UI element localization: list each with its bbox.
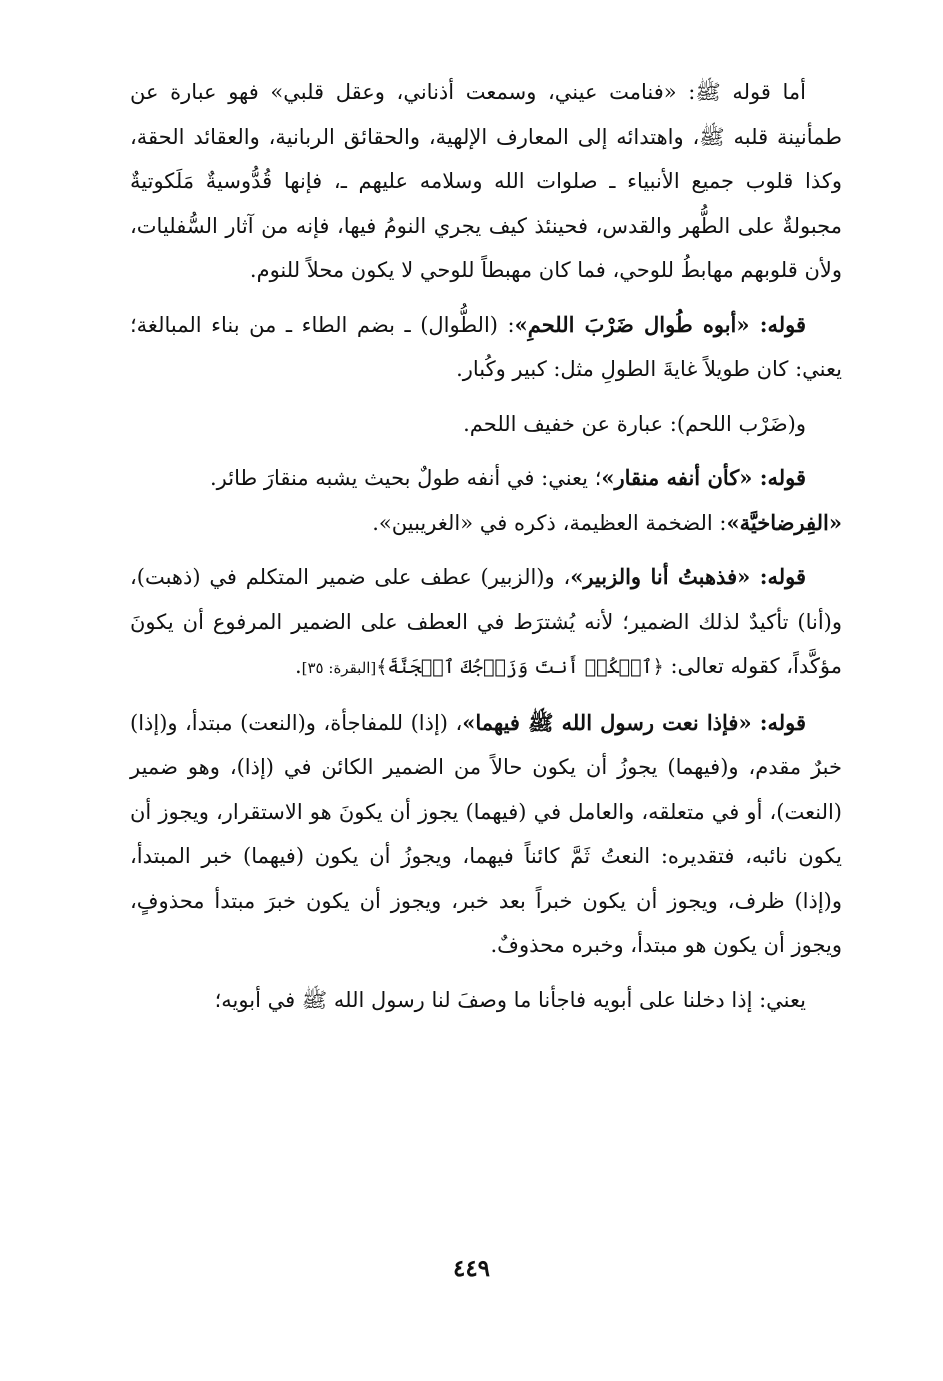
paragraph-5-text: : الضخمة العظيمة، ذكره في «الغريبين».: [372, 510, 727, 535]
paragraph-2-text: : (الطُّوال) ـ بضم الطاء ـ من بناء المبالغة؛ يعني: كان طويلاً غايةَ الطولِ مثل: كبير وكُبار.: [130, 312, 842, 381]
paragraph-7-quote: «فإذا نعت رسول الله ﷺ فيهما»: [462, 709, 752, 735]
paragraph-2-quote: «أبوه طُوال ضَرْبَ اللحمِ»: [514, 311, 750, 337]
paragraph-4-quote: «كأن أنفه منقار»: [601, 465, 753, 490]
paragraph-4-lead: قوله:: [752, 465, 806, 490]
verse-reference: [البقرة: ٣٥]: [301, 659, 377, 677]
paragraph-6-end: .: [294, 654, 302, 678]
paragraph-2: [130, 303, 842, 392]
paragraph-4: [130, 456, 842, 501]
quran-verse: ﴿ٱسۡكُنۡ أَنتَ وَزَوۡجُكَ ٱلۡجَنَّةَ﴾: [376, 656, 664, 678]
paragraph-6-text: ، و(الزبير) عطف على ضمير المتكلم في (ذهبت)، و(أنا) تأكيدٌ لذلك الضمير؛ لأنه يُشترَط في العطف على الضمير المرفوع أن يكونَ مؤكَّداً، كقوله تعالى:: [130, 565, 842, 678]
paragraph-3: [130, 402, 842, 447]
paragraph-2-lead: قوله:: [749, 311, 806, 337]
paragraph-1-text: أما قوله ﷺ: «فنامت عيني، وسمعت أذناني، وعقل قلبي» فهو عبارة عن طمأنينة قلبه ﷺ، واهتدائه إلى المعارف الإلهية، والحقائق الربانية، والعقائد الحقة، وكذا قلوب جميع الأنبياء ـ صلوات الله وسلامه عليهم ـ، فإنها قُدُّوسيةٌ مَلَكوتيةٌ مجبولةٌ على الطُّهر والقدس، فحينئذ كيف يجري النومُ فيها، فإنه من آثار السُّفليات، ولأن قلوبهم مهابطُ للوحي، فما كان مهبطاً للوحي لا يكون محلاً للنوم.: [130, 80, 842, 282]
paragraph-5: [130, 501, 842, 546]
paragraph-7: [130, 701, 842, 968]
paragraph-5-quote: «الفِرضاخيَّة»: [726, 509, 842, 535]
paragraph-7-text: ، (إذا) للمفاجأة، و(النعت) مبتدأ، و(إذا) خبرٌ مقدم، و(فيهما) يجوزُ أن يكون حالاً من الضمير الكائن في (إذا)، وهو ضمير (النعت)، أو في متعلقه، والعامل في (فيهما) يجوز أن يكونَ هو الاستقرار، ويجوز أن يكون نائبه، فتقديره: النعتُ ثَمَّ كائناً فيهما، ويجوزُ أن يكون (فيهما) خبر المبتدأ، و(إذا) ظرف، ويجوز أن يكون خبراً بعد خبر، ويجوز أن يكون خبرَ مبتدأ محذوفٍ، ويجوز أن يكون هو مبتدأ، وخبره محذوفٌ.: [130, 710, 842, 957]
paragraph-8-text: يعني: إذا دخلنا على أبويه فاجأنا ما وصفَ لنا رسول الله ﷺ في أبويه؛: [214, 987, 806, 1012]
paragraph-8: [130, 978, 842, 1023]
paragraph-7-lead: قوله:: [751, 709, 807, 735]
paragraph-6-quote: «فذهبتُ أنا والزبير»: [570, 564, 751, 589]
page-number: ٤٤٩: [452, 1255, 491, 1282]
paragraph-6: [130, 555, 842, 691]
paragraph-3-text: و(ضَرْب اللحم): عبارة عن خفيف اللحم.: [463, 411, 806, 436]
paragraph-1: [130, 70, 842, 293]
paragraph-6-lead: قوله:: [750, 564, 806, 589]
paragraph-4-text: ؛ يعني: في أنفه طولٌ بحيث يشبه منقارَ طائر.: [209, 466, 602, 490]
page-body: [130, 70, 842, 1032]
